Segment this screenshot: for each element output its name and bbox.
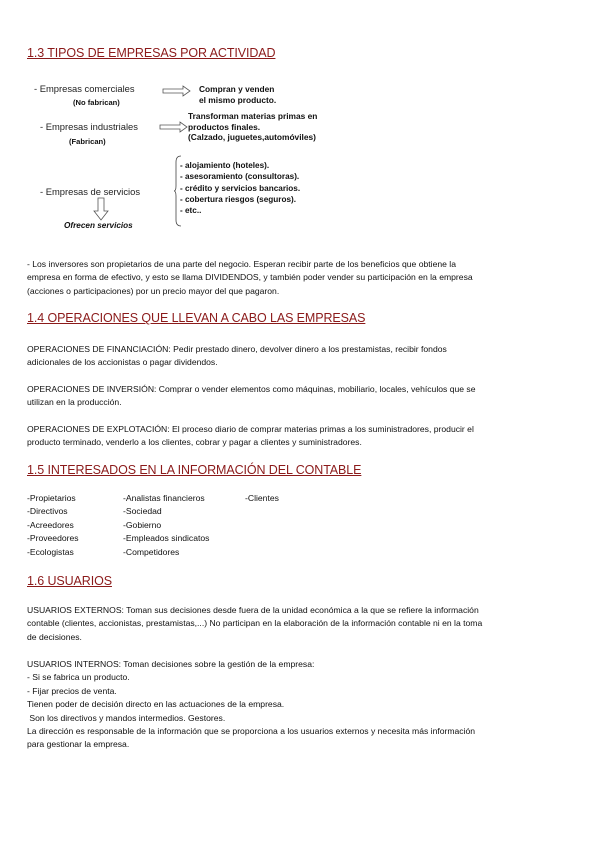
usuarios-externos-paragraph: USUARIOS EXTERNOS: Toman sus decisiones desde fuera de la unidad económica a la que se refiere la información contable (clientes, accionistas, prestamistas,...) No participan en la elaboración de la información contable ni en la toma de decisiones. xyxy=(27,605,483,642)
interesados-col2 xyxy=(123,492,209,559)
comerciales-sub: (No fabrican) xyxy=(73,98,120,107)
ofrecen-servicios: Ofrecen servicios xyxy=(64,221,133,230)
list-item: -Acreedores xyxy=(27,519,74,530)
interesados-col1 xyxy=(27,492,79,559)
list-item: - crédito y servicios bancarios. xyxy=(180,183,301,193)
list-item: -Ecologistas xyxy=(27,546,74,557)
industriales-desc: Transforman materias primas en productos finales. (Calzado, juguetes,automóviles) xyxy=(188,111,318,142)
inversion-paragraph: OPERACIONES DE INVERSIÓN: Comprar o vender elementos como máquinas, mobiliario, locales, vehículos que se utilizan en la producción. xyxy=(27,384,476,408)
arrow-right-icon xyxy=(160,122,188,132)
section-1-5-title: 1.5 INTERESADOS EN LA INFORMACIÓN DEL CONTABLE xyxy=(27,463,362,477)
list-item: -Proveedores xyxy=(27,533,79,544)
explotacion-paragraph: OPERACIONES DE EXPLOTACIÓN: El proceso diario de comprar materias primas a los suministradores, producir el producto terminado, venderlo a los clientes, cobrar y pagar a clientes y suministradores. xyxy=(27,424,474,448)
list-item: -Empleados sindicatos xyxy=(123,533,210,544)
interesados-col3 xyxy=(245,492,279,505)
list-item: - alojamiento (hoteles). xyxy=(180,161,270,170)
servicios-list xyxy=(180,160,300,216)
list-item: -Propietarios xyxy=(27,493,76,503)
section-1-6-title: 1.6 USUARIOS xyxy=(27,574,112,588)
industriales-label: - Empresas industriales xyxy=(40,121,138,132)
list-item: -Clientes xyxy=(245,493,279,503)
usuarios-internos-paragraph: USUARIOS INTERNOS: Toman decisiones sobre la gestión de la empresa: - Si se fabrica un producto. - Fijar precios de venta. Tienen poder de decisión directo en las actuaciones de la empresa. Son los directivos y mandos intermedios. Gestores. La dirección es responsable de la información que se proporciona a los usuarios externos y necesita más información para gestionar la empresa. xyxy=(27,659,476,750)
list-item: -Analistas financieros xyxy=(123,493,205,503)
list-item: -Directivos xyxy=(27,506,68,517)
industriales-sub: (Fabrican) xyxy=(69,137,106,146)
comerciales-label: - Empresas comerciales xyxy=(34,83,135,94)
financiacion-paragraph: OPERACIONES DE FINANCIACIÓN: Pedir prestado dinero, devolver dinero a los prestamistas, recibir fondos adicionales de los accionistas o pagar dividendos. xyxy=(27,344,447,368)
section-1-4-title: 1.4 OPERACIONES QUE LLEVAN A CABO LAS EMPRESAS xyxy=(27,311,366,325)
comerciales-desc: Compran y venden el mismo producto. xyxy=(199,84,277,105)
list-item: - asesoramiento (consultoras). xyxy=(180,172,300,182)
list-item: -Gobierno xyxy=(123,519,162,530)
arrow-down-icon xyxy=(94,198,108,220)
inversores-paragraph: - Los inversores son propietarios de una parte del negocio. Esperan recibir parte de los beneficios que obtiene la empresa en forma de efectivo, y esto se llama DIVIDENDOS, y también poder vender su participación en la empresa (acciones o participaciones) por un precio mayor del que pagaron. xyxy=(27,259,473,296)
list-item: -Sociedad xyxy=(123,506,162,517)
section-1-3-title: 1.3 TIPOS DE EMPRESAS POR ACTIVIDAD xyxy=(27,46,276,60)
list-item: - cobertura riesgos (seguros). xyxy=(180,194,297,204)
list-item: -Competidores xyxy=(123,546,180,557)
servicios-label: - Empresas de servicios xyxy=(40,186,141,197)
arrow-right-icon xyxy=(163,86,191,96)
list-item: - etc.. xyxy=(180,206,202,216)
